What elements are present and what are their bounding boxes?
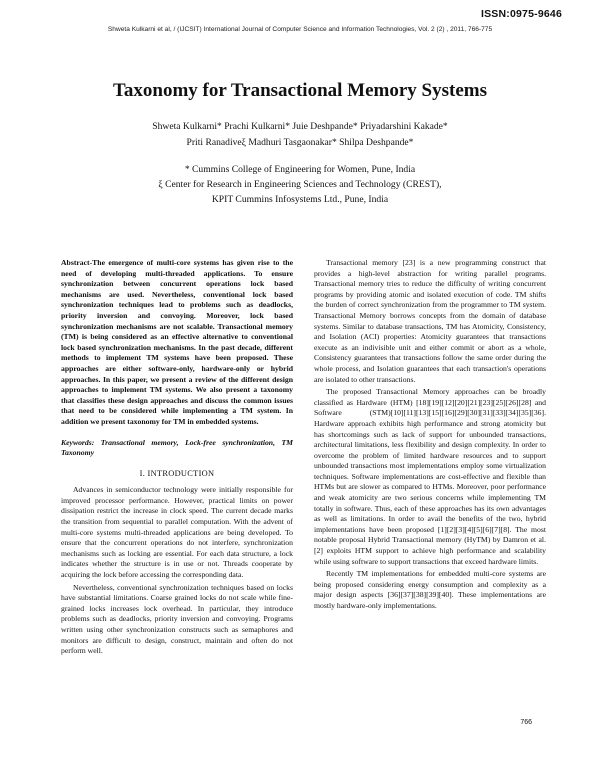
right-column: [314, 258, 546, 614]
abstract: Abstract-The emergence of multi-core systems has given rise to the need of developing multi-threaded applications. To ensure synchronization between concurrent operations lock based mechanisms are used. Nevertheless, conventional lock based synchronization techniques lead to problems such as deadlocks, priority inversion and convoying. Moreover, lock based synchronization mechanisms are not scalable. Transactional memory (TM) is being considered as an effective alternative to conventional lock based synchronization mechanisms. In the past decade, different methods to implement TM systems have been proposed. These approaches are either software-only, hardware-only or hybrid approaches. In this paper, we present a review of the different design approaches to implement TM systems. We also present a taxonomy that classifies these design approaches and discuss the common issues that need to be considered while implementing a TM system. In addition we present taxonomy for TM in embedded systems.: [61, 258, 293, 426]
left-column: [61, 258, 293, 659]
intro-paragraph-1: Advances in semiconductor technology were initially responsible for improved processor performance. However, practical limits on power dissipation restrict the increase in clock speed. The current decade marks the transition from sequential to parallel computation. With the advent of multi-core systems multi-threaded applications are being developed. To ensure that the concurrent operations do not interfere, synchronization mechanisms such as locking are essential. For each data structure, a lock indicates whether the structure is in use or not. Threads cooperate by acquiring the lock before accessing the corresponding data.: [61, 485, 293, 580]
intro-paragraph-2: Nevertheless, conventional synchronization techniques based on locks have substantial limitations. Coarse grained locks do not scale while fine-grained locks increases lock overhead. In particular, they introduce problems such as deadlocks, priority inversion and convoying. Programs written using other synchronization constructs such as semaphores and monitors are difficult to design, construct, maintain and often do not perform well.: [61, 582, 293, 656]
affiliation-line-1: * Cummins College of Engineering for Women, Pune, India: [184, 164, 416, 175]
affiliation-line-2: ξ Center for Research in Engineering Sciences and Technology (CREST),: [158, 179, 442, 190]
body-paragraph-3: Recently TM implementations for embedded multi-core systems are being proposed considering energy consumption and complexity as a major design aspects [36][37][38][39][40]. These implementations are mostly hardware-only implementations.: [314, 569, 546, 610]
body-paragraph-2: The proposed Transactional Memory approaches can be broadly classified as Hardware (HTM) [18][19][12][20][21][23][25][26][28] and Software (STM)[10][11][13][15][16][29][30][31][33][34][35][36]. Hardware approach exhibits high performance and strong atomicity but has shortcomings such as lack of support for unbounded transactions, architectural limitations, less flexibility and design complexity. In order to overcome the problem of limited hardware resources and to support unbounded transactions most implementations employ some virtualization techniques. Software implementations are cost-effective and flexible than HTMs but are slower as compared to HTMs. Moreover, poor performance and weak atomicity are two serious concerns while implementing TM totally in software. Thus, each of these approaches has its own advantages as well as limitations. In order to avail the benefits of the two, hybrid implementations have been proposed [1][2][3][4][5][6][7][8]. The most notable proposal Hybrid Transactional memory (HyTM) by Damron et al. [2] exploits HTM support to achieve high performance and scalability while using software to support transactions that exceed hardware limits.: [314, 387, 546, 566]
page-number: 766: [520, 719, 532, 726]
issn-label: ISSN:0975-9646: [480, 8, 562, 20]
journal-header-line: Shweta Kulkarni et al, / (IJCSIT) International Journal of Computer Science and Information Technologies, Vol. 2 (2) , 2011, 766-775: [107, 26, 493, 33]
affiliation-line-3: KPIT Cummins Infosystems Ltd., Pune, India: [211, 194, 389, 205]
authors-line-1: Shweta Kulkarni* Prachi Kulkarni* Juie Deshpande* Priyadarshini Kakade*: [152, 121, 448, 132]
paper-title: Taxonomy for Transactional Memory Systems: [112, 80, 487, 101]
body-paragraph-1: Transactional memory [23] is a new programming construct that provides a high-level abstraction for writing parallel programs. Transactional memory tries to reduce the difficulty of writing concurrent programs by providing atomic and isolated execution of code. TM shifts the burden of correct synchronization from the programmer to TM system. Transactional Memory borrows concepts from the domain of database systems. Similar to database transactions, TM has Atomicity, Consistency, and Isolation (ACI) properties: Atomicity guarantees that transactions execute as an indivisible unit and either commit or abort as a whole, Consistency guarantees that transactions follow the same order during the whole process, and Isolation guarantees that each transaction's operations are isolated to other transactions.: [314, 258, 546, 384]
section-heading-introduction: I. INTRODUCTION: [139, 468, 215, 478]
keywords: Keywords: Transactional memory, Lock-free synchronization, TM Taxonomy: [61, 437, 293, 458]
authors-line-2: Priti Ranadiveξ Madhuri Tasgaonakar* Shilpa Deshpande*: [186, 137, 414, 148]
